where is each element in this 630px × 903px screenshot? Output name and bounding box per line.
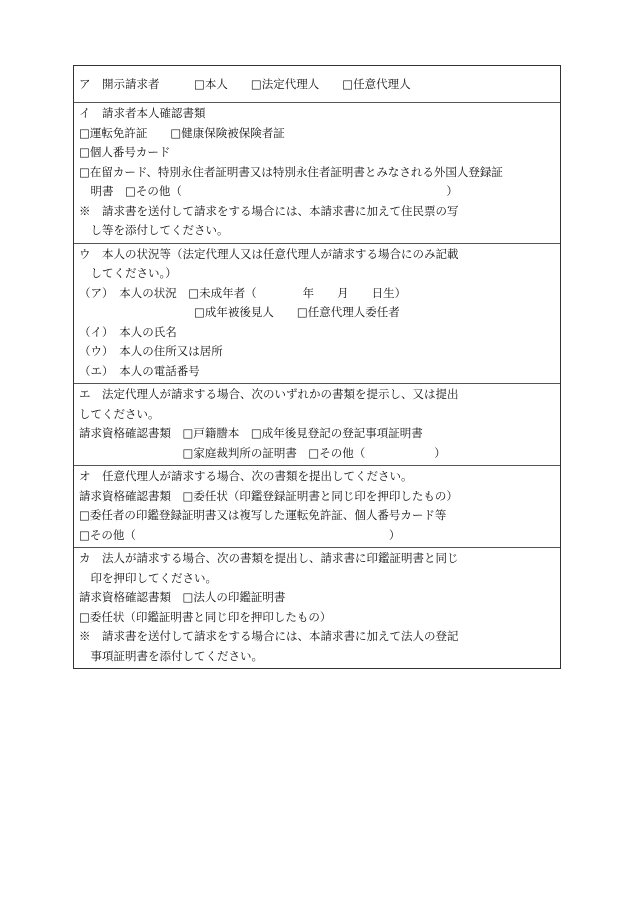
checkbox-option-line: □委任者の印鑑登録証明書又は複写した運転免許証、個人番号カード等 — [79, 508, 447, 522]
section-heading: オ 任意代理人が請求する場合、次の書類を提出してください。 — [79, 469, 413, 483]
checkbox-option-line: □個人番号カード — [79, 145, 171, 159]
section-heading: エ 法定代理人が請求する場合、次のいずれかの書類を提示し、又は提出 — [79, 387, 459, 401]
note-line: し等を添付してください。 — [79, 223, 229, 237]
checkbox-option-line: 請求資格確認書類 □委任状（印鑑登録証明書と同じ印を押印したもの） — [79, 488, 458, 503]
section-heading: ウ 本人の状況等（法定代理人又は任意代理人が請求する場合にのみ記載 — [79, 246, 459, 261]
section-voluntary-agent — [74, 465, 560, 547]
section-principal-status — [74, 243, 560, 384]
note-line: ※ 請求書を送付して請求をする場合には、本請求書に加えて法人の登記 — [79, 629, 459, 643]
section-requester-type — [74, 66, 560, 102]
section-heading: カ 法人が請求する場合、次の書類を提出し、請求書に印鑑証明書と同じ — [79, 551, 459, 565]
section-heading: してください。 — [79, 406, 160, 421]
section-requester-id-documents — [74, 102, 560, 243]
checkbox-option-line: □委任状（印鑑証明書と同じ印を押印したもの） — [79, 609, 332, 624]
section-heading: イ 請求者本人確認書類 — [79, 106, 206, 120]
checkbox-option-line: □家庭裁判所の証明書 □その他（ ） — [79, 445, 446, 460]
checkbox-option-line: 請求資格確認書類 □戸籍謄本 □成年後見登記の登記事項証明書 — [79, 426, 423, 440]
note-line: 事項証明書を添付してください。 — [79, 648, 263, 663]
note-line: ※ 請求書を送付して請求をする場合には、本請求書に加えて住民票の写 — [79, 203, 459, 218]
section-heading: してください。） — [79, 266, 177, 280]
checkbox-option-line: □その他（ ） — [79, 527, 401, 542]
principal-status-line: （ア） 本人の状況 □未成年者（ 年 月 日生） — [79, 285, 407, 300]
principal-phone-line: （エ） 本人の電話番号 — [79, 363, 200, 378]
principal-address-line: （ウ） 本人の住所又は居所 — [79, 344, 223, 358]
principal-name-line: （イ） 本人の氏名 — [79, 324, 177, 339]
section-heading: 印を押印してください。 — [79, 570, 217, 585]
checkbox-option-line: 明書 □その他（ ） — [79, 184, 458, 198]
section-legal-representative — [74, 383, 560, 465]
section-corporation — [74, 547, 560, 668]
checkbox-option-line: □在留カード、特別永住者証明書又は特別永住者証明書とみなされる外国人登録証 — [79, 164, 503, 179]
requester-type-line: ア 開示請求者 □本人 □法定代理人 □任意代理人 — [79, 77, 411, 91]
checkbox-option-line: □運転免許証 □健康保険被保険者証 — [79, 125, 285, 140]
request-form-table — [73, 65, 561, 669]
checkbox-option-line: 請求資格確認書類 □法人の印鑑証明書 — [79, 590, 286, 604]
principal-status-line: □成年被後見人 □任意代理人委任者 — [79, 305, 400, 319]
